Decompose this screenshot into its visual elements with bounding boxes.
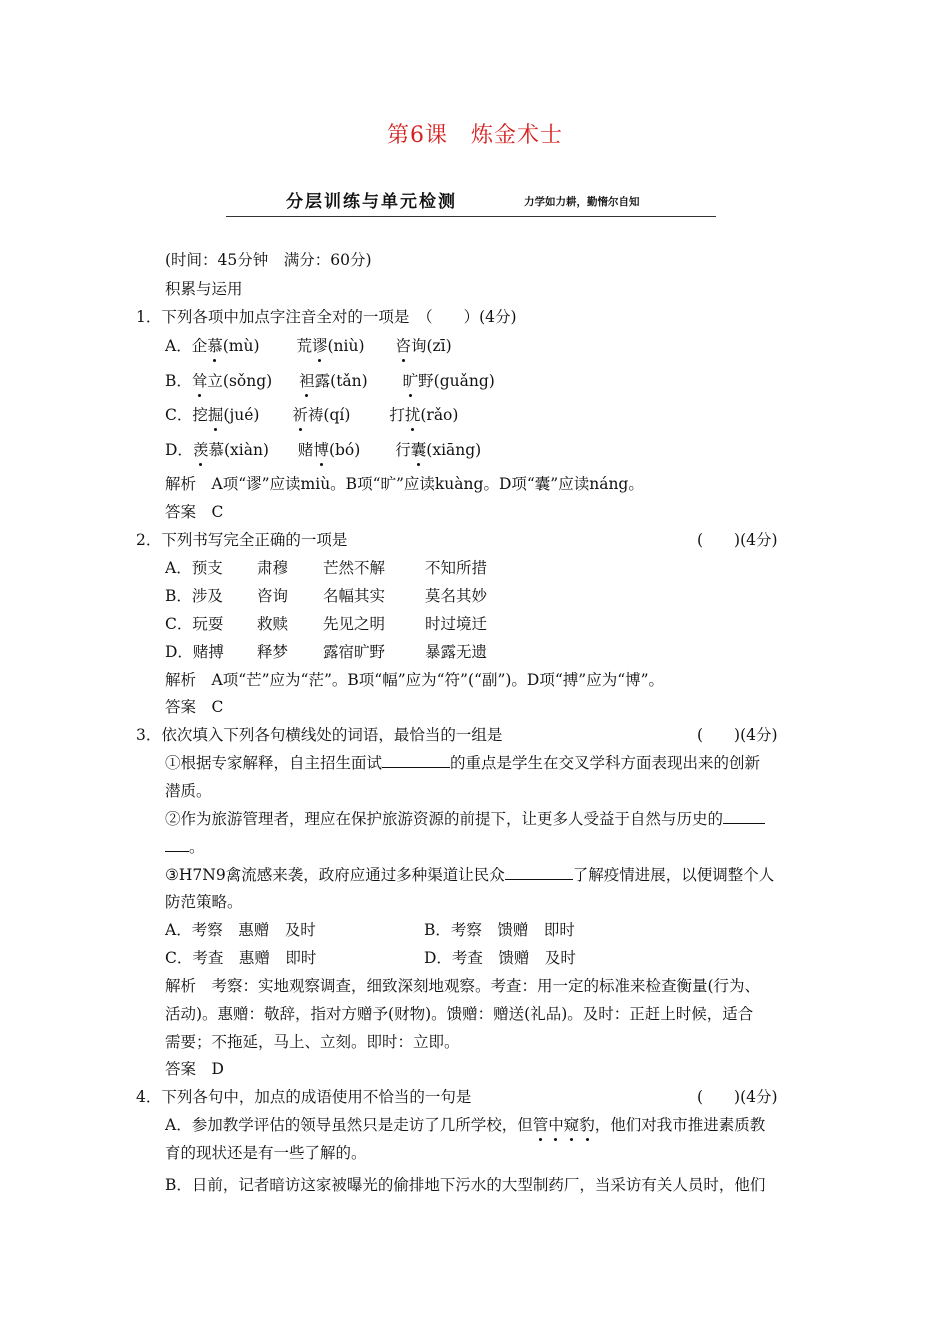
q2-option-c (165, 614, 487, 634)
q2-analysis: 解析 A项“芒”应为“茫”。B项“幅”应为“符”(“副”)。D项“搏”应为“博”。 (165, 671, 665, 689)
question-1-stem: 1．下列各项中加点字注音全对的一项是 （ ）(4分) (136, 308, 517, 326)
q3-option-c: C．考查 惠赠 即时 (165, 949, 317, 967)
fill-blank (723, 809, 765, 824)
option-text: 赌 (297, 441, 314, 459)
dotted-char: 管 (532, 1116, 549, 1134)
option-word: 救赎 (257, 615, 289, 633)
q3-option-b: B．考察 馈赠 即时 (424, 921, 575, 939)
q2-option-d (165, 642, 487, 662)
option-word: B．涉及 (165, 587, 223, 605)
option-text: 荒 (296, 337, 312, 355)
question-2-stem: 2．下列书写完全正确的一项是 (136, 531, 348, 549)
option-word: 先见之明 (323, 615, 386, 633)
q3-sentence-1 (165, 753, 760, 773)
option-text: (bó) (328, 441, 361, 459)
q2-answer: 答案 C (165, 698, 224, 716)
option-text: (mù) (222, 337, 260, 355)
q4-option-a (165, 1115, 765, 1135)
option-text: 询(zī) (410, 337, 452, 355)
dotted-char: 袒 (299, 372, 315, 390)
option-text: 祷(qí) (307, 406, 351, 424)
sentence-text: A．参加教学评估的领导虽然只是走访了几所学校，但 (165, 1116, 533, 1134)
sentence-text: ②作为旅游管理者，理应在保护旅游资源的前提下，让更多人受益于自然与历史的 (165, 810, 724, 828)
dotted-char: 祈 (292, 406, 308, 424)
option-word: D．赌搏 (165, 643, 224, 661)
q3-analysis-line-2: 活动)。惠赠：敬辞，指对方赠予(财物)。馈赠：赠送(礼品)。及时：正赶上时候，适合 (165, 1005, 754, 1023)
sentence-text: 的重点是学生在交叉学科方面表现出来的创新 (450, 754, 761, 772)
q4-score: ( )(4分) (697, 1088, 778, 1106)
option-text: D． (165, 441, 193, 459)
fill-blank (165, 837, 189, 852)
option-text: (rǎo) (420, 406, 459, 424)
dotted-char: 慕 (207, 337, 223, 355)
dotted-char: 羡 (192, 441, 209, 459)
q3-score: ( )(4分) (697, 726, 778, 744)
dotted-char: 耸 (191, 372, 208, 390)
q4-option-a-cont: 育的现状还是有一些了解的。 (165, 1144, 367, 1162)
option-word: 名幅其实 (323, 587, 386, 605)
option-text: (jué) (223, 406, 260, 424)
dotted-char: 中 (548, 1116, 564, 1134)
q3-sentence-2-cont (165, 837, 205, 857)
dotted-char: 谬 (311, 337, 328, 355)
option-text: 行 (395, 441, 411, 459)
q3-analysis-line-3: 需要；不拖延，马上、立刻。即时：立即。 (165, 1033, 460, 1051)
lesson-title: 第6课 炼金术士 (387, 123, 563, 148)
option-word: 肃穆 (257, 559, 289, 577)
dotted-char: 旷 (402, 372, 419, 390)
q3-sentence-2 (165, 809, 765, 829)
banner-divider (226, 216, 716, 217)
q3-sentence-3-cont: 防范策略。 (165, 893, 243, 911)
sentence-text: 了解疫情进展，以便调整个人 (572, 866, 775, 884)
dotted-char: 窥 (563, 1116, 580, 1134)
q1-option-d (165, 440, 481, 460)
option-word: 露宿旷野 (323, 643, 386, 661)
q3-sentence-3 (165, 865, 774, 885)
question-3-stem: 3．依次填入下列各句横线处的词语，最恰当的一组是 (136, 726, 503, 744)
option-word: C．玩耍 (165, 615, 224, 633)
option-word: 时过境迁 (425, 615, 488, 633)
dotted-char: 扰 (404, 406, 421, 424)
option-text: 打 (389, 406, 405, 424)
dotted-char: 囊 (410, 441, 427, 459)
option-word: A．预支 (165, 559, 223, 577)
option-text: 慕(xiàn) (208, 441, 269, 459)
option-word: 芒然不解 (323, 559, 386, 577)
dotted-char: 掘 (207, 406, 224, 424)
q1-option-a (165, 336, 452, 356)
option-text: 野(guǎng) (418, 372, 495, 390)
option-text: B． (165, 372, 192, 390)
q1-answer: 答案 C (165, 503, 224, 521)
time-score-info: (时间：45分钟 满分：60分) (165, 251, 372, 269)
dotted-char: 博 (313, 441, 329, 459)
q3-sentence-1-cont: 潜质。 (165, 782, 212, 800)
q1-option-b (165, 371, 495, 391)
sentence-text: ③H7N9禽流感来袭，政府应通过多种渠道让民众 (165, 866, 505, 884)
q1-analysis: 解析 A项“谬”应读miù。B项“旷”应读kuàng。D项“囊”应读náng。 (165, 475, 644, 493)
q2-option-a (165, 558, 487, 578)
sentence-text: ①根据专家解释，自主招生面试 (165, 754, 383, 772)
dotted-char: 咨 (395, 337, 411, 355)
option-word: 暴露无遗 (425, 643, 488, 661)
sentence-text: ，他们对我市推进素质教 (594, 1116, 766, 1134)
fill-blank (382, 753, 450, 768)
q3-option-a: A．考察 惠赠 及时 (165, 921, 316, 939)
sentence-text: 。 (189, 838, 205, 856)
question-4-stem: 4．下列各句中，加点的成语使用不恰当的一句是 (136, 1088, 472, 1106)
q2-score: ( )(4分) (697, 531, 778, 549)
option-word: 莫名其妙 (425, 587, 488, 605)
option-word: 释梦 (257, 643, 289, 661)
option-text: (niù) (327, 337, 365, 355)
q2-option-b (165, 586, 487, 606)
fill-blank (505, 865, 573, 880)
section-heading: 积累与运用 (165, 280, 243, 298)
option-text: 立(sǒng) (207, 372, 273, 390)
q1-option-c (165, 405, 458, 425)
option-text: (xiāng) (426, 441, 482, 459)
option-word: 不知所措 (425, 559, 488, 577)
option-text: 露(tǎn) (314, 372, 368, 390)
dotted-char: 豹 (579, 1116, 595, 1134)
option-word: 咨询 (257, 587, 289, 605)
banner-title: 分层训练与单元检测 (286, 192, 457, 212)
banner-motto: 力学如力耕，勤惰尔自知 (524, 196, 640, 208)
q3-answer: 答案 D (165, 1060, 224, 1078)
q3-analysis-line-1: 解析 考察：实地观察调查，细致深刻地观察。考查：用一定的标准来检查衡量(行为、 (165, 977, 761, 995)
option-text: A．企 (165, 337, 208, 355)
option-text: C．挖 (165, 406, 208, 424)
q3-option-d: D．考查 馈赠 及时 (424, 949, 576, 967)
q4-option-b: B．日前，记者暗访这家被曝光的偷排地下污水的大型制药厂，当采访有关人员时，他们 (165, 1176, 766, 1194)
